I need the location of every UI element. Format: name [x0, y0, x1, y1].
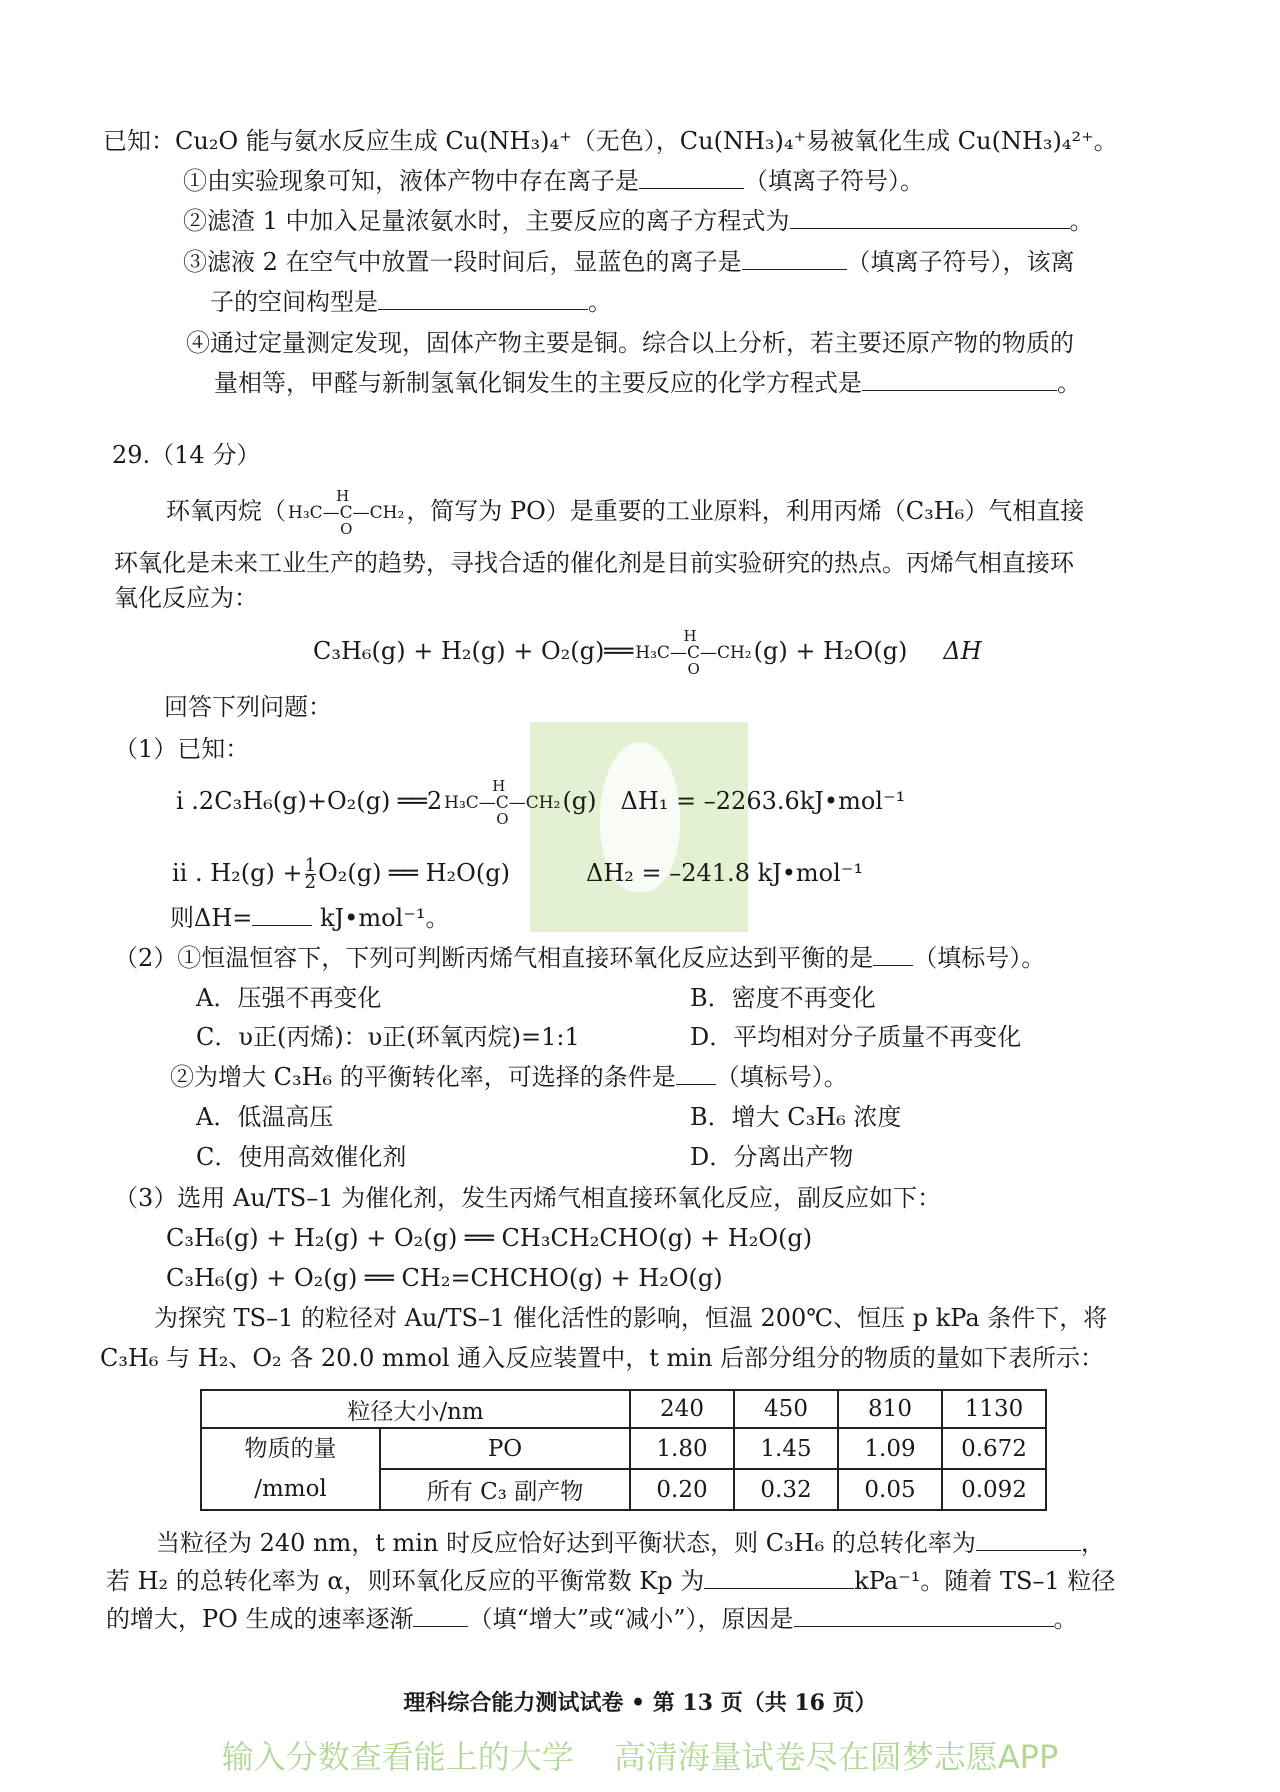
- size-cell: 1130: [942, 1390, 1046, 1428]
- epoxide-o: O: [687, 659, 700, 678]
- answer-prompt: 回答下列问题：: [164, 693, 332, 721]
- q3b-tail: 。: [588, 288, 612, 316]
- q29-para-2: 环氧化是未来工业生产的趋势，寻找合适的催化剂是目前实验研究的热点。丙烯气相直接环: [114, 549, 1074, 577]
- answer-blank: [676, 1062, 716, 1085]
- question-29-header: 29.（14 分）: [112, 441, 261, 469]
- eq-left: C₃H₆(g) + H₂(g) + O₂(g)══: [313, 637, 634, 665]
- part-3-para-b: C₃H₆ 与 H₂、O₂ 各 20.0 mmol 通入反应装置中，t min 后部分组分的物质的量如下表所示：: [100, 1344, 1105, 1372]
- table-header: 粒径大小/nm: [201, 1390, 630, 1428]
- value-cell: 1.09: [838, 1428, 942, 1469]
- question-4b: [214, 368, 1081, 398]
- text: O₂(g) ══ H₂O(g): [318, 859, 510, 887]
- row-label: 所有 C₃ 副产物: [380, 1469, 630, 1510]
- q2-text: ②滤渣 1 中加入足量浓氨水时，主要反应的离子方程式为: [183, 207, 790, 235]
- text: （填标号）。: [913, 944, 1046, 972]
- size-cell: 240: [630, 1390, 734, 1428]
- q1-text: ①由实验现象可知，液体产物中存在离子是: [183, 167, 639, 195]
- value-cell: 1.45: [734, 1428, 838, 1469]
- question-3: [183, 247, 1075, 277]
- eq-right: (g) + H₂O(g): [753, 637, 908, 665]
- answer-blank: [790, 206, 1070, 229]
- reaction-ii: [172, 855, 510, 893]
- table-header-row: [201, 1390, 1046, 1428]
- known-text: 已知：Cu₂O 能与氨水反应生成 Cu(NH₃)₄⁺（无色），Cu(NH₃)₄⁺易被氧化生成 Cu(NH₃)₄²⁺。: [103, 127, 1118, 155]
- answer-blank: [639, 166, 744, 189]
- watermark-logo: [530, 722, 748, 932]
- text: 则ΔH=: [170, 904, 253, 932]
- value-cell: 0.092: [942, 1469, 1046, 1510]
- question-1: [183, 166, 924, 196]
- value-cell: 1.80: [630, 1428, 734, 1469]
- text: (g): [562, 787, 597, 815]
- option-3d: D．分离出产物: [690, 1143, 854, 1171]
- epoxide-h: H: [683, 626, 697, 645]
- text: ，简写为 PO）是重要的工业原料，利用丙烯（C₃H₆）气相直接: [406, 497, 1085, 525]
- answer-blank: [252, 903, 312, 926]
- part-3-para-a: 为探究 TS–1 的粒径对 Au/TS–1 催化活性的影响，恒温 200℃、恒压 p kPa 条件下，将: [154, 1304, 1108, 1332]
- q4b-text: 量相等，甲醛与新制氢氧化铜发生的主要反应的化学方程式是: [214, 369, 862, 397]
- followup-3: [106, 1604, 1078, 1634]
- value-cell: 0.20: [630, 1469, 734, 1510]
- side-reaction-2: C₃H₆(g) + O₂(g) ══ CH₂=CHCHO(g) + H₂O(g): [166, 1264, 723, 1292]
- text: 当粒径为 240 nm，t min 时反应恰好达到平衡状态，则 C₃H₆ 的总转化率为: [156, 1529, 976, 1557]
- size-cell: 810: [838, 1390, 942, 1428]
- answer-blank: [378, 287, 588, 310]
- part-2-q2: [170, 1062, 848, 1092]
- option-3a: A．低温高压: [196, 1103, 334, 1131]
- option-2b: B．密度不再变化: [690, 984, 876, 1012]
- value-cell: 0.32: [734, 1469, 838, 1510]
- dh-question: [170, 903, 450, 933]
- q1-tail: （填离子符号）。: [744, 167, 924, 195]
- text: ②为增大 C₃H₆ 的平衡转化率，可选择的条件是: [170, 1063, 676, 1091]
- question-4: ④通过定量测定发现，固体产物主要是铜。综合以上分析，若主要还原产物的物质的: [186, 329, 1074, 357]
- part-3-label: （3）选用 Au/TS–1 为催化剂，发生丙烯气相直接环氧化反应，副反应如下：: [114, 1184, 942, 1212]
- row-group-label-2: /mmol: [254, 1476, 327, 1502]
- text: 的增大，PO 生成的速率逐渐: [106, 1605, 414, 1633]
- option-2c: C．υ正(丙烯)：υ正(环氧丙烷)=1:1: [196, 1023, 580, 1051]
- epoxide-right: CH₂: [716, 642, 752, 663]
- answer-blank: [742, 247, 847, 270]
- value-cell: 0.672: [942, 1428, 1046, 1469]
- answer-blank: [794, 1604, 1054, 1627]
- answer-blank: [413, 1604, 468, 1627]
- epoxide-structure: H H₃C—C—CH₂ O: [288, 486, 405, 538]
- particle-size-table: [200, 1389, 1047, 1511]
- table-row: [201, 1428, 1046, 1469]
- question-2: [183, 206, 1094, 236]
- q29-para-3: 氧化反应为：: [114, 584, 258, 612]
- q3-tail: （填离子符号），该离: [846, 248, 1075, 276]
- text: i .2C₃H₆(g)+O₂(g) ══2: [176, 787, 443, 815]
- q4b-tail: 。: [1057, 369, 1081, 397]
- question-3b: [210, 287, 612, 317]
- epoxide-left: H₃C—C: [288, 502, 353, 523]
- numerator: 1: [304, 855, 317, 876]
- option-3b: B．增大 C₃H₆ 浓度: [690, 1103, 902, 1131]
- followup-2: [106, 1566, 1115, 1596]
- option-2a: A．压强不再变化: [196, 984, 382, 1012]
- text: 若 H₂ 的总转化率为 α，则环氧化反应的平衡常数 Kp 为: [106, 1567, 705, 1595]
- text: （填“增大”或“减小”），原因是: [468, 1605, 794, 1633]
- epoxide-structure: H H₃C—C—CH₂ O: [635, 626, 752, 678]
- eq-dh: ΔH: [943, 637, 982, 665]
- q29-para-1: [166, 486, 1085, 538]
- row-group-label: [201, 1428, 380, 1510]
- answer-blank: [704, 1566, 854, 1589]
- watermark-text-row: [0, 1738, 1280, 1776]
- page-footer: 理科综合能力测试试卷 • 第 13 页（共 16 页）: [403, 1690, 877, 1716]
- reaction-i: [176, 776, 906, 828]
- value-cell: 0.05: [838, 1469, 942, 1510]
- text: ，: [1080, 1529, 1105, 1557]
- answer-blank: [976, 1528, 1081, 1551]
- row-label: PO: [380, 1428, 630, 1469]
- dh1: ΔH₁ = –2263.6kJ•mol⁻¹: [620, 787, 906, 815]
- main-equation: [313, 626, 982, 678]
- answer-blank: [862, 368, 1057, 391]
- part-2-q1: [114, 943, 1045, 973]
- epoxide-right: CH₂: [369, 502, 405, 523]
- epoxide-h: H: [336, 486, 350, 505]
- epoxide-right: CH₂: [525, 792, 561, 813]
- text: （2）①恒温恒容下，下列可判断丙烯气相直接环氧化反应达到平衡的是: [114, 944, 874, 972]
- text: kPa⁻¹。随着 TS–1 粒径: [854, 1567, 1116, 1595]
- text: 环氧丙烷（: [166, 497, 286, 525]
- size-cell: 450: [734, 1390, 838, 1428]
- q3-text: ③滤液 2 在空气中放置一段时间后，显蓝色的离子是: [183, 248, 742, 276]
- watermark-text-1: 输入分数查看能上的大学: [221, 1738, 574, 1776]
- denominator: 2: [304, 872, 317, 893]
- fraction-half: [304, 855, 317, 893]
- text: kJ•mol⁻¹。: [320, 904, 450, 932]
- part-1-label: （1）已知：: [114, 735, 250, 763]
- q2-tail: 。: [1069, 207, 1094, 235]
- text: 。: [1053, 1605, 1078, 1633]
- answer-blank: [873, 943, 913, 966]
- epoxide-left: H₃C—C: [444, 792, 509, 813]
- dh2: ΔH₂ = –241.8 kJ•mol⁻¹: [586, 859, 864, 887]
- text: ii . H₂(g) +: [172, 859, 303, 887]
- watermark-text-2: 高清海量试卷尽在圆梦志愿APP: [613, 1738, 1059, 1776]
- epoxide-h: H: [492, 776, 506, 795]
- q3b-text: 子的空间构型是: [210, 288, 378, 316]
- followup-1: [156, 1528, 1105, 1558]
- text: （填标号）。: [715, 1063, 848, 1091]
- option-2d: D．平均相对分子质量不再变化: [690, 1023, 1022, 1051]
- option-3c: C．使用高效催化剂: [196, 1143, 407, 1171]
- epoxide-o: O: [340, 519, 353, 538]
- epoxide-o: O: [496, 809, 509, 828]
- epoxide-structure: H H₃C—C—CH₂ O: [444, 776, 561, 828]
- row-group-label-1: 物质的量: [244, 1436, 337, 1462]
- epoxide-left: H₃C—C: [635, 642, 700, 663]
- side-reaction-1: C₃H₆(g) + H₂(g) + O₂(g) ══ CH₃CH₂CHO(g) + H₂O(g): [166, 1224, 813, 1252]
